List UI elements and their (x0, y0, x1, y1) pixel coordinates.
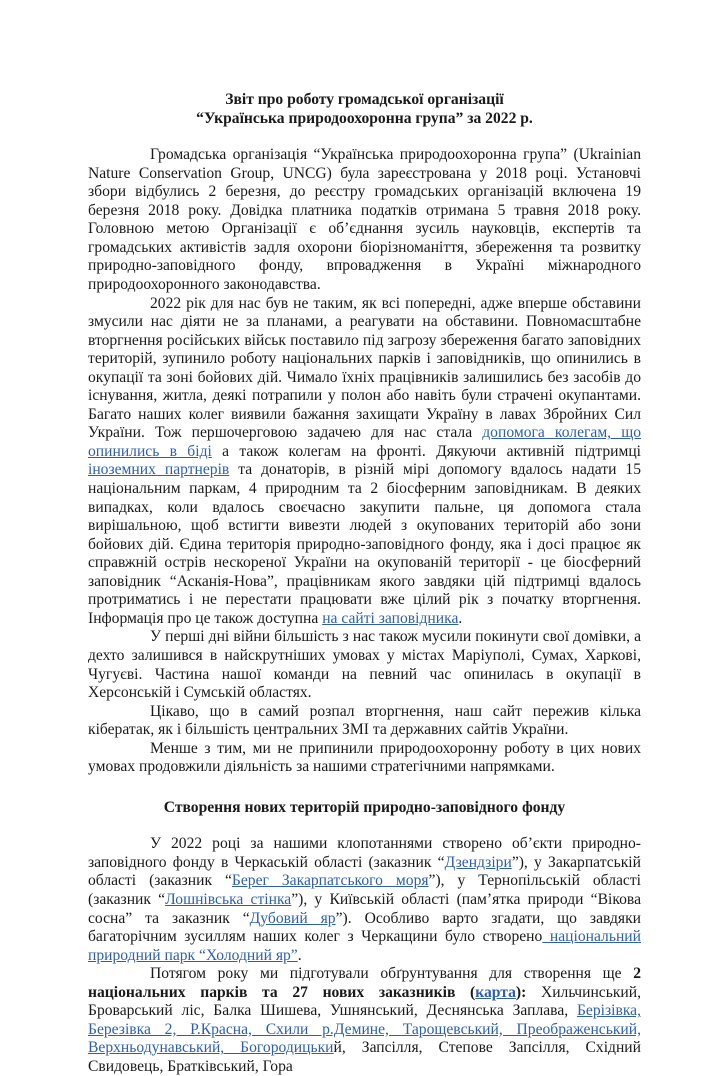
bold-text: 2 національних парків та 27 нових заказників ( (88, 965, 641, 1001)
text: ”), у Київській області (пам’ятка природи “Вікова сосна” та заказник “ (88, 890, 642, 927)
text: ”), у Тернопільській області (заказник “ (88, 872, 641, 908)
link-dzendziry[interactable]: Дзендзіри (444, 853, 512, 871)
text: Потягом року ми підготували обґрунтування для створення ще (150, 965, 634, 983)
section-title: Створення нових територій природно-заповідного фонду (163, 798, 566, 816)
link-bereh-zakarpatskoho-moria[interactable]: Берег Закарпатського моря (231, 872, 429, 890)
link-reserve-site[interactable]: на сайті заповідника (322, 609, 459, 627)
paragraph-cyberattacks: Цікаво, що в самий розпал вторгнення, наш сайт пережив кілька кібератак, як і більшість центральних ЗМІ та державних сайтів України. (88, 702, 641, 739)
bold-text: ): (515, 983, 527, 1001)
text: ”), у Закарпатській області (заказник “ (88, 853, 641, 890)
link-reserves-list[interactable]: Берізівка, Березівка 2, Р.Красна, Схили р.Демине, Тарощевський, Преображенський, Верхньодунавський, Богородицьки (88, 1002, 641, 1057)
paragraph-new-territories (88, 835, 641, 965)
text: Хильчинський, Броварський ліс, Балка Шишева, Ушнянський, Деснянська Заплава, (88, 983, 641, 1020)
paragraph-intro: Громадська організація “Українська природоохоронна група” (Ukrainian Nature Conservation Group, UNCG) була зареєстрована у 2018 році. Установчі збори відбулись 2 березня, до реєстру громадських організацій включена 19 березня 2018 року. Довідка платника податків отримана 5 травня 2018 року. Головною метою Організації є об’єднання зусиль науковців, експертів та громадських активістів задля охорони біорізноманіття, збереження та розвитку природно-заповідного фонду, впровадження в Україні міжнародного природоохоронного законодавства. (88, 146, 641, 294)
text: та донаторів, в різній мірі допомогу вдалось надати 15 національним паркам, 4 природним та 2 біосферним заповідникам. В деяких випадках, коли вдалось своєчасно закупити пальне, ця допомога стала вирішальною, щоб встигти вивезти людей з окупованих територій або зони бойових дій. Єдина територія природно-заповідного фонду, яка і досі працює як справжній острів нескореної України на окупованій території - це біосферний заповідник “Асканія-Нова”, працівникам якого завдяки цій підтримці вдалось протриматись і не перестати працювати вже цілий рік з початку вторгнення. Інформація про це також доступна (88, 461, 641, 627)
text: . (458, 609, 463, 627)
text: . (297, 946, 302, 964)
link-help-colleagues[interactable]: допомога колегам, що опинились в біді (88, 424, 642, 460)
link-foreign-partners[interactable]: іноземних партнерів (88, 461, 230, 479)
document-title (88, 91, 641, 128)
text: 2022 рік для нас був не таким, як всі попередні, адже вперше обставини змусили нас діяти не за планами, а реагувати на обставини. Повномасштабне вторгнення російських військ поставило під загрозу збереження багато заповідних територій, зупинило роботу національних парків і заповідників, що опинились в окупації та зоні бойових дій. Чимало їхніх працівників залишились без засобів до існування, житла, деякі потрапили у полон або навіть були страчені окупантами. Багато наших колег виявили бажання захищати Україну в лавах Збройних Сил України. Тож першочерговою задачею для нас стала (88, 294, 641, 442)
paragraph-2022 (88, 295, 641, 629)
text: ”). Особливо варто згадати, що завдяки багаторічним зусиллям наших колег з Черкащини було створено (88, 909, 641, 946)
link-loshnivska-stinka[interactable]: Лошнівська стінка (165, 890, 292, 908)
title-line-2: “Українська природоохоронна група” за 2022 р. (196, 109, 533, 127)
paragraph-proposals (88, 965, 641, 1076)
link-map[interactable]: карта (475, 983, 516, 1001)
text: а також колегам на фронті. Дякуючи активній підтримці (211, 442, 642, 460)
text: й, Запсілля, Степове Запсілля, Східний Свидовець, Братківський, Гора (88, 1039, 641, 1075)
paragraph-continued-work: Менше з тим, ми не припинили природоохоронну роботу в цих нових умовах продовжили діяльність за нашими стратегічними напрямками. (88, 739, 641, 776)
text: У 2022 році за нашими клопотаннями створено об’єкти природно-заповідного фонду в Черкаській області (заказник “ (88, 835, 641, 871)
document-body (88, 91, 641, 1076)
link-kholodnyi-yar[interactable]: національний природний парк “Холодний яр” (88, 928, 641, 964)
title-line-1: Звіт про роботу громадської організації (225, 91, 504, 108)
link-dubovyi-yar[interactable]: Дубовий яр (249, 909, 336, 927)
paragraph-first-days: У перші дні війни більшість з нас також мусили покинути свої домівки, а дехто залишився в найскрутніших умовах у містах Маріуполі, Сумах, Харкові, Чугуєві. Частина нашої команди на певний час опинилась в окупації в Херсонській і Сумській областях. (88, 628, 641, 702)
